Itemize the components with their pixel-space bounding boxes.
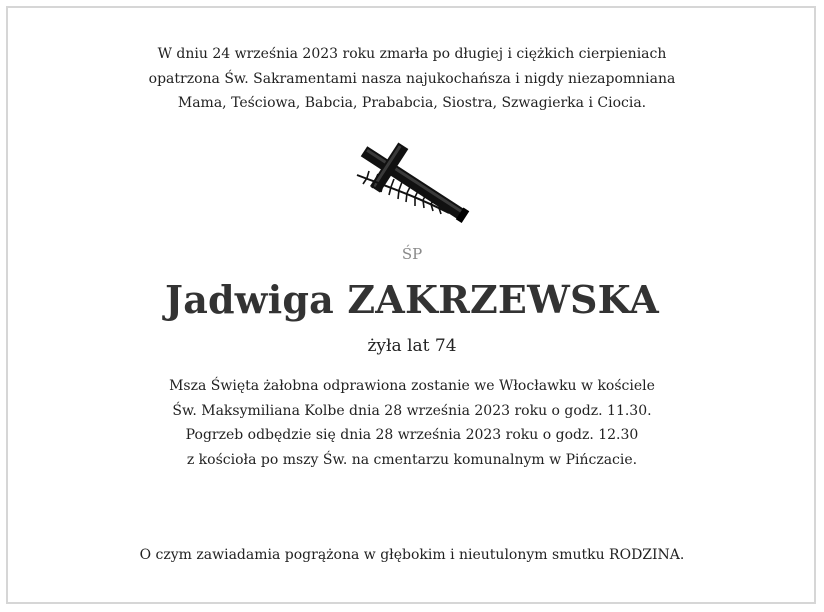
intro-line: Mama, Teściowa, Babcia, Prababcia, Siostra, Szwagierka i Ciocia. — [177, 95, 647, 111]
intro-line: W dniu 24 września 2023 roku zmarła po długiej i ciężkich cierpieniach — [157, 46, 667, 62]
funeral-line: Msza Święta żałobna odprawiona zostanie we Włocławku w kościele — [169, 378, 655, 394]
cross-with-palm-branch-icon — [353, 141, 479, 229]
sp-prefix: ŚP — [401, 245, 423, 263]
funeral-line: Św. Maksymiliana Kolbe dnia 28 września 2023 roku o godz. 11.30. — [172, 402, 652, 419]
age-text: żyła lat 74 — [367, 336, 457, 356]
intro-text — [0, 42, 824, 116]
intro-line: opatrzona Św. Sakramentami nasza najukochańsza i nigdy niezapomniana — [148, 70, 676, 87]
deceased-name: Jadwiga ZAKRZEWSKA — [165, 277, 659, 322]
funeral-line: Pogrzeb odbędzie się dnia 28 września 2023 roku o godz. 12.30 — [185, 427, 639, 443]
funeral-line: z kościoła po mszy Św. na cmentarzu komunalnym w Pińczacie. — [186, 451, 638, 468]
closing-text: O czym zawiadamia pogrążona w głębokim i nieutulonym smutku RODZINA. — [139, 547, 685, 563]
funeral-details — [0, 374, 824, 472]
